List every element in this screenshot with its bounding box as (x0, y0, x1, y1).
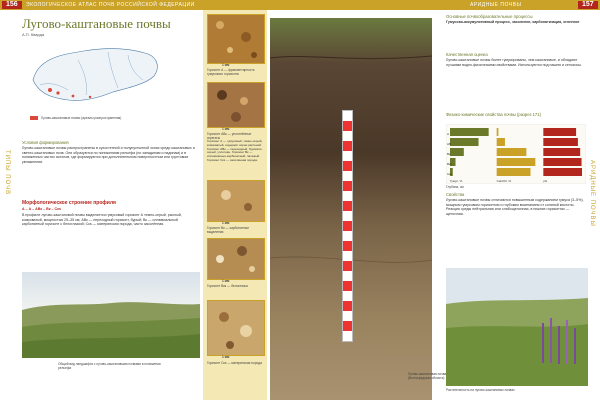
map-area-marker (48, 88, 52, 92)
chart-bar (497, 138, 505, 146)
map-legend-text: Лугово-каштановые почвы (ареалы распространения) (41, 116, 122, 120)
section-morphology-head: Морфологическое строение профиля (22, 200, 116, 206)
chart-category-label: AB (447, 142, 452, 146)
micrograph-3 (207, 180, 265, 222)
chart-series-label: pH (543, 179, 548, 183)
chart-title: Физико-химические свойства почвы (разрез 171) (446, 112, 541, 117)
profile-bottom-caption: Лугово-каштановая почва (Волгоградская область) (408, 372, 447, 380)
section-conditions-text: Лугово-каштановые почвы распространены в сухостепной и полупустынной зонах среди каштановых и светло-каштановых почв. Они образуются по понижениям рельефа (по западинам и падинам) и в пониженных частях склонов, где формируются при дополнительном поверхностном или грунтовом увлажнении. (22, 146, 195, 164)
scale-label-5: 1 мм (222, 355, 230, 359)
assessment-text: Лугово-каштановые почвы более гумусированы, чем каштановые, и обладают лучшими водно-физическими свойствами. Используются под пашню и сенокосы. (446, 58, 582, 67)
map-legend-swatch (30, 116, 38, 120)
chart-bar (450, 148, 464, 156)
chart-bar (450, 138, 479, 146)
landscape-photo (22, 272, 200, 358)
vegetation-caption: Растительность на лугово-каштановых почвах (446, 388, 515, 392)
chart-bar (543, 168, 582, 176)
properties-head: Свойства (446, 192, 465, 197)
measuring-rod (342, 110, 353, 342)
chart-category-label: A (447, 132, 450, 136)
micrograph-caption-1: Горизонт А — фрагментарность гумусового горизонта (207, 68, 255, 76)
scale-label-2: 1 мм (222, 127, 230, 131)
processes-head: Основные почвообразовательные процессы (446, 14, 533, 19)
sidebar-description: Горизонт А — гумусовый, темно-серый, комковатый, содержит корни растений. Горизонт АВк — переходный, буровато-серый, уплотнён. Горизонт Вк — иллювиально-карбонатный, палевый. Горизонт Скs — засолённая порода. (207, 139, 263, 162)
soil-properties-chart (446, 124, 586, 184)
assessment-head: Качественная оценка (446, 52, 488, 57)
map-area-marker (72, 95, 75, 98)
micrograph-4 (207, 238, 265, 280)
page-number-right: 157 (578, 1, 598, 9)
scale-label-1: 1 мм (222, 63, 230, 67)
right-vertical-label: АРИДНЫЕ ПОЧВЫ (589, 160, 595, 227)
section-conditions-head: Условия формирования (22, 140, 69, 145)
chart-bar (543, 138, 578, 146)
chart-series-label: CaCO3, % (496, 179, 512, 183)
map-area-marker (89, 96, 91, 98)
micrograph-caption-3: Горизонт Вк — карбонатные выделения (207, 226, 249, 234)
scale-label-4: 1 мм (222, 279, 230, 283)
chart-series-label: Гумус, % (450, 179, 463, 183)
chart-bar (497, 128, 499, 136)
chart-ylabel: Глубина, см (446, 185, 464, 189)
profile-formula: А – А – АВк – Вк – Скs (22, 207, 61, 211)
chart-category-label: Bкs (447, 162, 452, 166)
map-area-marker (56, 91, 59, 94)
processes-text: Гумусово-аккумулятивный процесс, засоление, карбонатизация, оглеение (446, 20, 580, 24)
vegetation-photo (446, 268, 588, 386)
landscape-caption: Общий вид ландшафта с лугово-каштановыми почвами в понижении рельефа (58, 362, 161, 370)
running-head-left: ЭКОЛОГИЧЕСКОЕ АТЛАС ПОЧВ РОССИЙСКОЙ ФЕДЕРАЦИИ (26, 2, 195, 8)
micrograph-5 (207, 300, 265, 356)
chart-bar (543, 128, 576, 136)
micrograph-caption-5: Горизонт Скs — материнская порода (207, 361, 262, 365)
section-morphology-text: В профиле лугово-каштановой почвы выделяется гумусовый горизонт А темно-серый, рыхлый, комковатый, мощностью 25–35 см; АВк — переходный горизонт, бурый; Вк — иллювиальный карбонатный горизонт с белоглазкой; Скs — материнская порода, часто засолённая. (22, 213, 182, 227)
article-title: Лугово-каштановые почвы (22, 16, 171, 31)
micrograph-caption-4: Горизонт Вкs — белоглазка (207, 284, 248, 288)
chart-bar (543, 148, 580, 156)
scale-label-3: 1 мм (222, 221, 230, 225)
properties-text: Лугово-каштановые почвы отличаются повышенным содержанием гумуса (3–5%), мощным гумусовым горизонтом и глубоким вскипанием от соляной кислоты. Реакция среды нейтральная или слабощелочная, в нижних горизонтах — щелочная. (446, 198, 584, 216)
micrograph-2 (207, 82, 265, 128)
micrograph-caption-2: Горизонт АВк — уплотнённые агрегаты (207, 132, 252, 140)
chart-bar (497, 148, 527, 156)
chart-bar (450, 128, 489, 136)
article-author: А.П. Кварда (22, 32, 45, 37)
chart-bar (497, 158, 536, 166)
left-vertical-label: ТИПЫ ПОЧВ (4, 150, 10, 196)
chart-category-label: Bк (447, 152, 451, 156)
page-number-left: 156 (2, 1, 22, 9)
chart-category-label: Cкs (447, 172, 452, 176)
russia-map (28, 40, 163, 115)
running-head-right: АРИДНЫЕ ПОЧВЫ (470, 2, 522, 8)
chart-bar (543, 158, 581, 166)
micrograph-1 (207, 14, 265, 64)
chart-bar (497, 168, 531, 176)
